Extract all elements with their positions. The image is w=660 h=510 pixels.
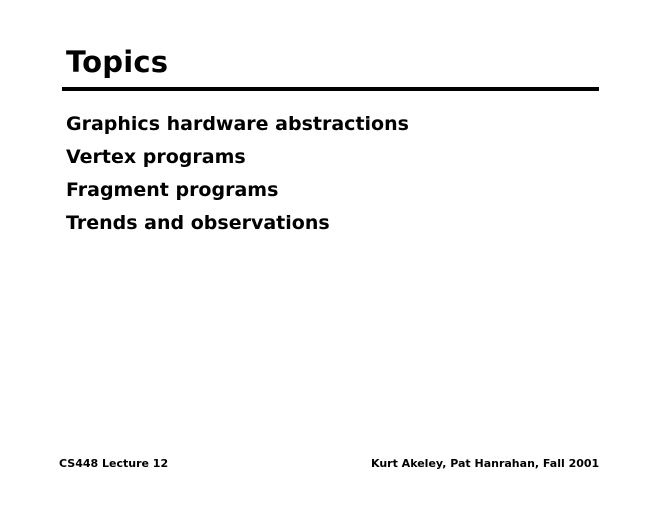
topic-item: Graphics hardware abstractions — [66, 113, 409, 135]
topic-item: Fragment programs — [66, 179, 279, 201]
slide-title: Topics — [66, 45, 169, 79]
topic-item: Vertex programs — [66, 146, 246, 168]
topic-list — [66, 110, 409, 242]
topic-item: Trends and observations — [66, 212, 330, 234]
footer-authors-label: Kurt Akeley, Pat Hanrahan, Fall 2001 — [371, 457, 600, 470]
title-underline-rule — [62, 87, 599, 91]
footer-course-label: CS448 Lecture 12 — [59, 457, 169, 470]
